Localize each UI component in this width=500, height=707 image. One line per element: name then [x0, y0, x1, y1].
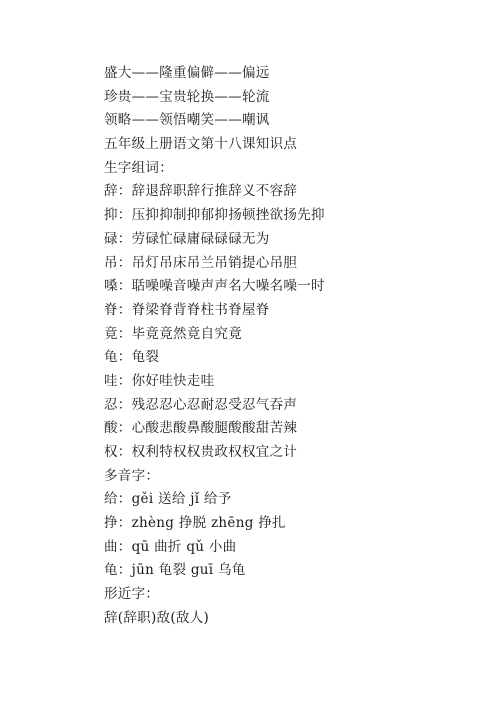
- section-heading-polyphones: 多音字：: [104, 467, 160, 484]
- word-group-line: 忍：残忍忍心忍耐忍受忍气吞声: [104, 396, 298, 413]
- word-group-line: 权：权利特权权贵政权权宜之计: [104, 444, 298, 460]
- section-heading-new-characters: 生字组词：: [104, 159, 173, 176]
- similar-character-line: 辞(辞职)敌(敌人): [104, 609, 210, 626]
- word-group-line: 辞：辞退辞职辞行推辞义不容辞: [104, 183, 298, 200]
- polyphone-line: 挣：zhèng 挣脱 zhēng 挣扎: [104, 515, 286, 532]
- document-body: [104, 62, 464, 631]
- synonym-line-2: 珍贵——宝贵轮换——轮流: [104, 88, 270, 105]
- polyphone-line: 龟：jūn 龟裂 guī 乌龟: [104, 562, 246, 579]
- word-group-line: 龟：龟裂: [104, 349, 160, 366]
- word-group-line: 脊：脊梁脊背脊柱书脊屋脊: [104, 301, 270, 318]
- word-group-line: 哇：你好哇快走哇: [104, 372, 215, 389]
- word-group-line: 酸：心酸悲酸鼻酸腿酸酸甜苦辣: [104, 420, 298, 437]
- section-title: 五年级上册语文第十八课知识点: [104, 136, 298, 153]
- synonym-line-3: 领略——领悟嘲笑——嘲讽: [104, 112, 270, 129]
- synonym-line-1: 盛大——隆重偏僻——偏远: [104, 65, 270, 81]
- word-group-line: 嗓：聒噪噪音噪声声名大噪名噪一时: [104, 278, 325, 295]
- word-group-line: 抑：压抑抑制抑郁抑扬顿挫欲扬先抑: [104, 207, 325, 224]
- word-group-line: 碌：劳碌忙碌庸碌碌碌无为: [104, 230, 270, 247]
- polyphone-line: 曲：qū 曲折 qǔ 小曲: [104, 538, 237, 555]
- word-group-line: 竟：毕竟竟然竟自究竟: [104, 325, 242, 342]
- word-group-line: 吊：吊灯吊床吊兰吊销提心吊胆: [104, 254, 298, 271]
- section-heading-similar-characters: 形近字：: [104, 586, 160, 603]
- polyphone-line: 给：gěi 送给 jǐ 给予: [104, 491, 232, 508]
